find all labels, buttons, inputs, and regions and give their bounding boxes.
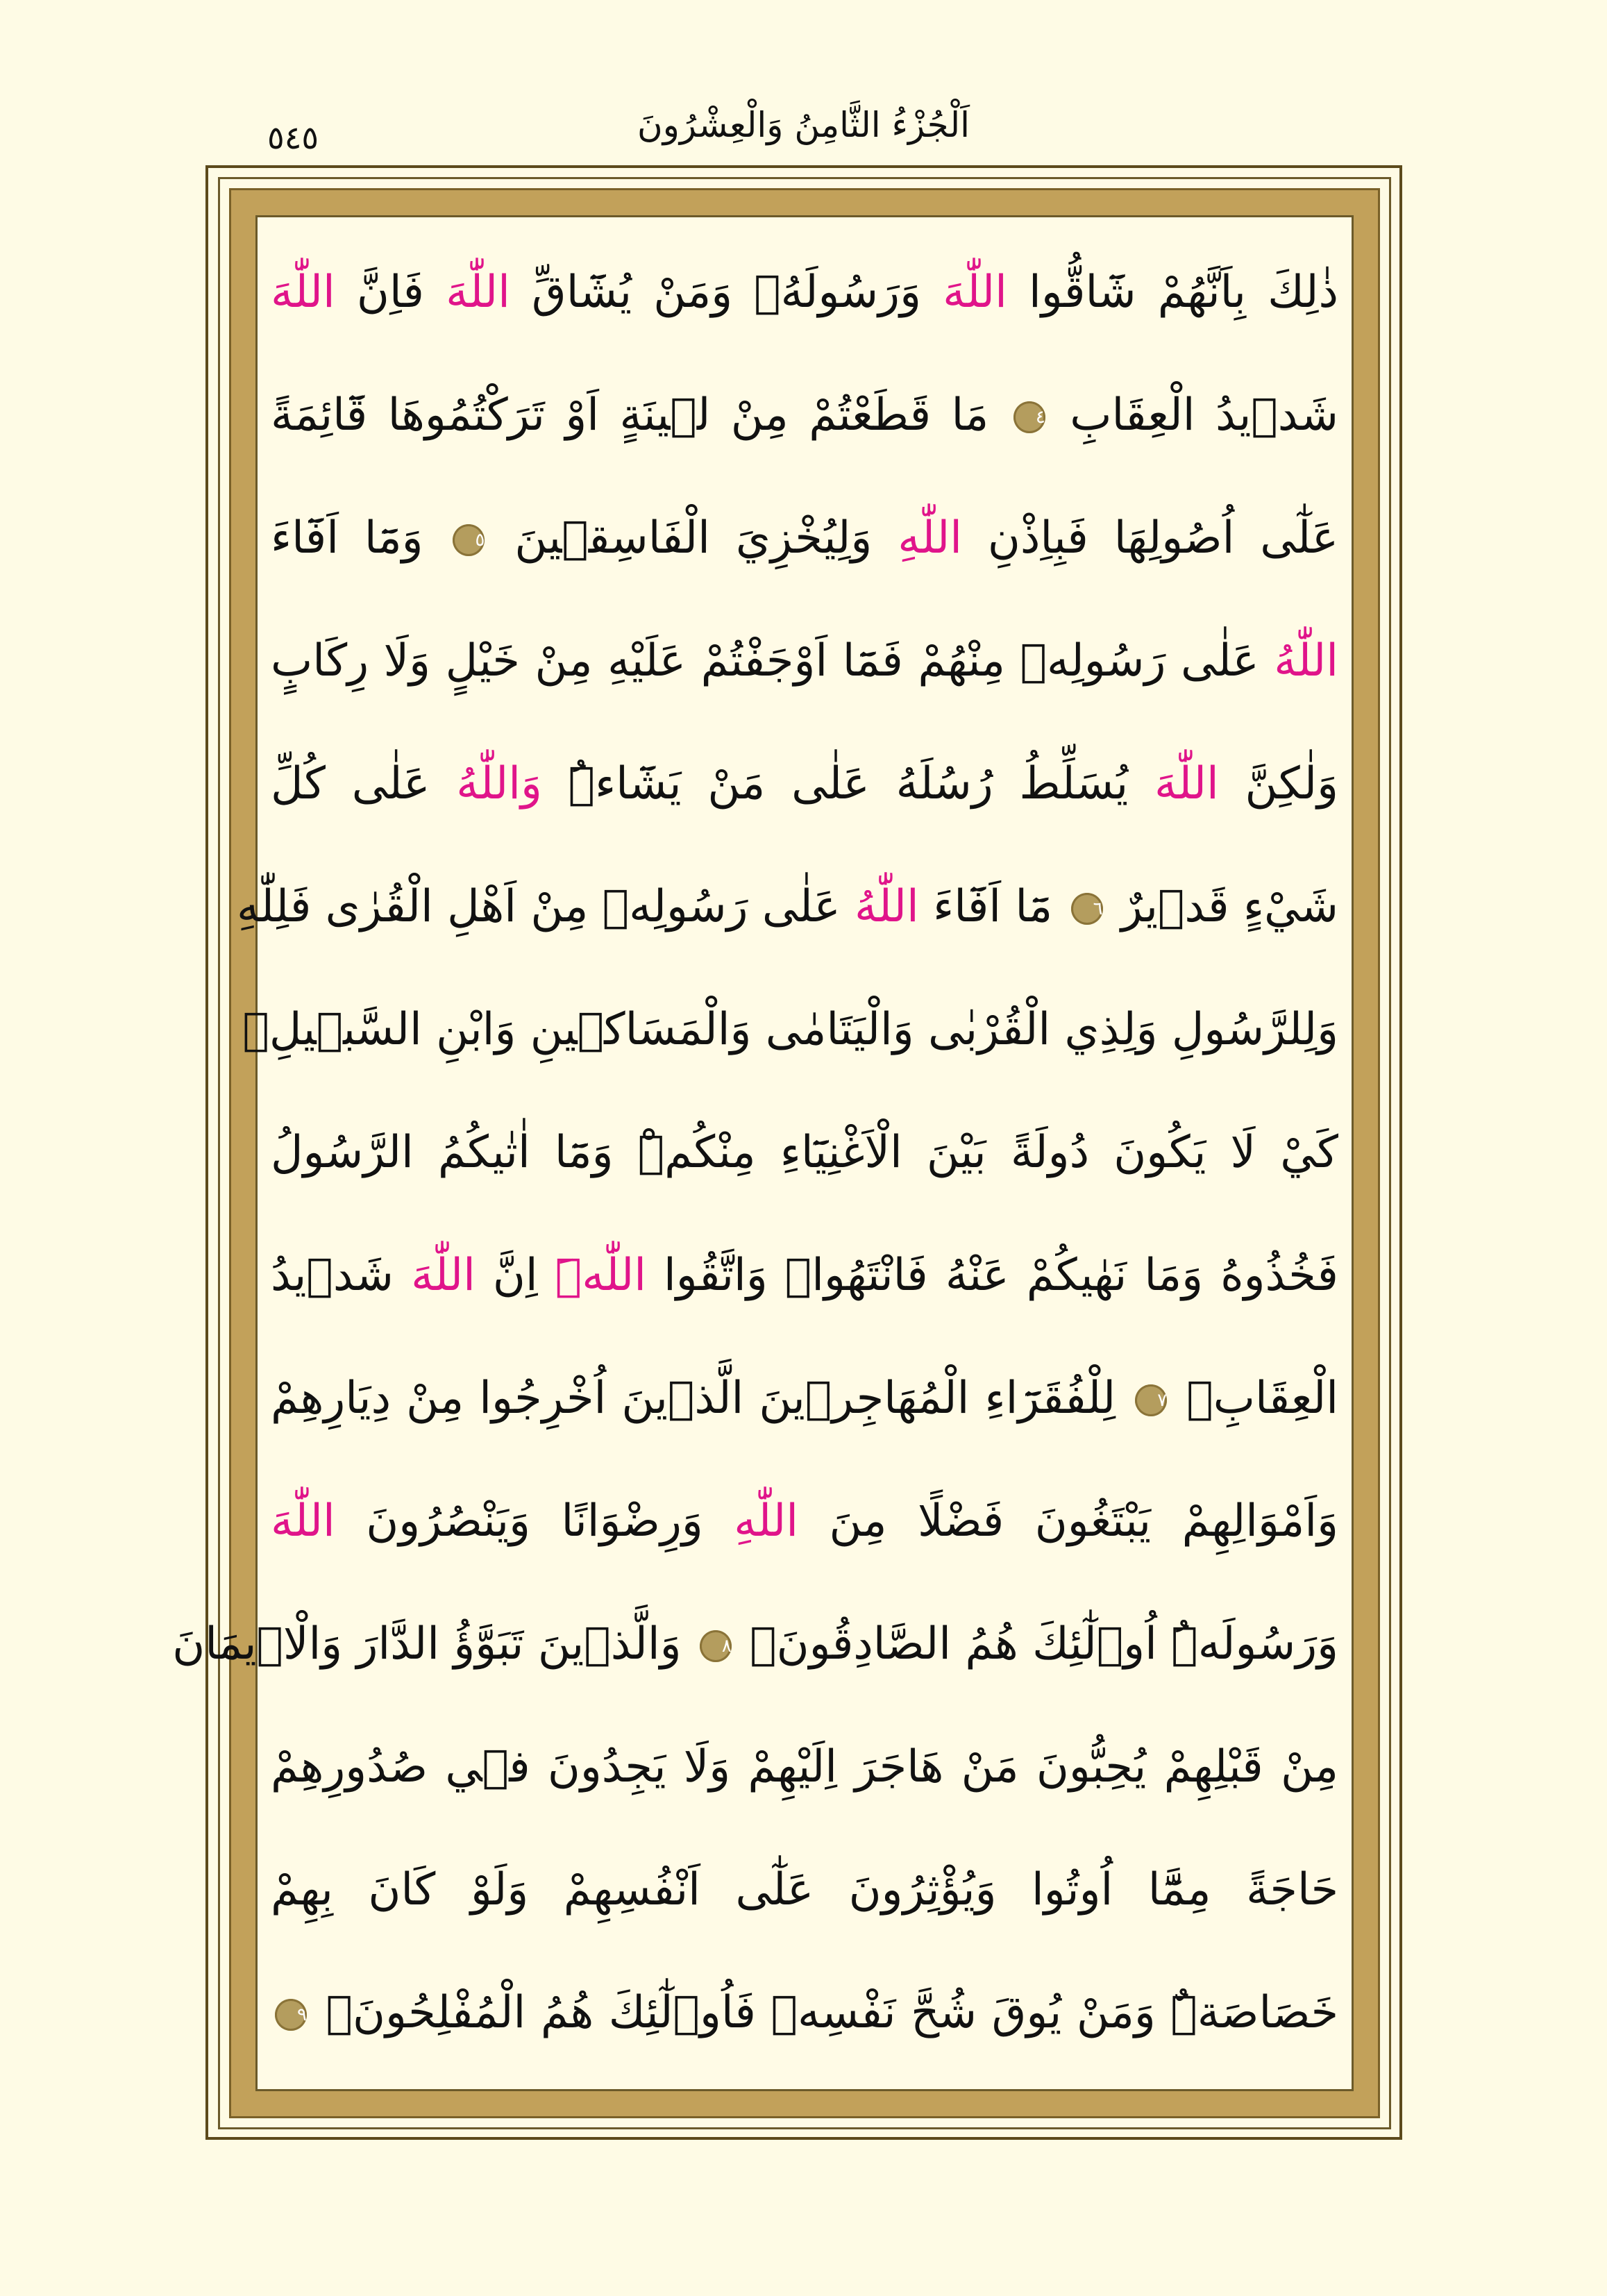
ayah-marker: ٦ <box>1071 893 1103 925</box>
quran-line-14: حَاجَةً مِمَّٓا اُوتُوا وَيُؤْثِرُونَ عَلٰٓى اَنْفُسِهِمْ وَلَوْ كَانَ بِهِمْ <box>271 1864 1338 1916</box>
divine-name: اللّٰهَ <box>411 1250 476 1301</box>
divine-name: اللّٰهَ <box>1154 758 1219 810</box>
divine-name: اللّٰهَ <box>446 267 510 318</box>
quran-line-1: ذٰلِكَ بِاَنَّهُمْ شَٓاقُّوا اللّٰهَ وَرَسُولَهُۚ وَمَنْ يُشَٓاقِّ اللّٰهَ فَاِنَّ اللّٰهَ <box>271 267 1339 318</box>
quran-line-5: وَلٰكِنَّ اللّٰهَ يُسَلِّطُ رُسُلَهُ عَلٰى مَنْ يَشَٓاءُۜ وَاللّٰهُ عَلٰى كُلِّ <box>271 758 1339 810</box>
divine-name: اللّٰهُ <box>854 881 919 932</box>
quran-line-2: شَد۪يدُ الْعِقَابِ ٤ مَا قَطَعْتُمْ مِنْ ل۪ينَةٍ اَوْ تَرَكْتُمُوهَا قَٓائِمَةً <box>271 389 1339 441</box>
ayah-marker: ٨ <box>700 1630 732 1662</box>
divine-name: اللّٰهَ <box>943 267 1007 318</box>
quran-line-4: اللّٰهُ عَلٰى رَسُولِه۪ مِنْهُمْ فَمَٓا اَوْجَفْتُمْ عَلَيْهِ مِنْ خَيْلٍ وَلَا رِكَابٍ <box>271 635 1338 687</box>
divine-name: اللّٰهَ <box>271 267 335 318</box>
ayah-marker: ٩ <box>275 1999 307 2031</box>
quran-line-15: خَصَاصَةٌۜ وَمَنْ يُوقَ شُحَّ نَفْسِه۪ فَاُو۬لٰٓئِكَ هُمُ الْمُفْلِحُونَۚ ٩ <box>271 1961 1338 2065</box>
divine-name: اللّٰهُ <box>1274 635 1338 687</box>
quran-line-11: وَاَمْوَالِهِمْ يَبْتَغُونَ فَضْلًا مِنَ اللّٰهِ وَرِضْوَانًا وَيَنْصُرُونَ اللّٰهَ <box>271 1495 1339 1547</box>
quran-line-13: مِنْ قَبْلِهِمْ يُحِبُّونَ مَنْ هَاجَرَ اِلَيْهِمْ وَلَا يَجِدُونَ ف۪ي صُدُورِهِمْ <box>271 1741 1338 1793</box>
divine-name: اللّٰهَ <box>555 1250 646 1301</box>
quran-line-7: وَلِلرَّسُولِ وَلِذِي الْقُرْبٰى وَالْيَتَامٰى وَالْمَسَاك۪ينِ وَابْنِ السَّب۪يلِۙ <box>242 1004 1338 1055</box>
divine-name: اللّٰهِ <box>898 512 962 564</box>
ayah-marker: ٧ <box>1135 1384 1167 1416</box>
quran-line-9: فَخُذُوهُ وَمَا نَهٰيكُمْ عَنْهُ فَانْتَهُواۚ وَاتَّقُوا اللّٰهَۜ اِنَّ اللّٰهَ شَد۪يدُ <box>271 1250 1339 1301</box>
quran-line-6: شَيْءٍ قَد۪يرٌ ٦ مَٓا اَفَٓاءَ اللّٰهُ عَلٰى رَسُولِه۪ مِنْ اَهْلِ الْقُرٰى فَلِلّٰهِ <box>237 881 1338 932</box>
juz-title: اَلْجُزْءُ الثَّامِنُ وَالْعِشْرُونَ <box>637 105 970 145</box>
divine-name: اللّٰهِ <box>734 1495 799 1547</box>
quran-line-8: كَيْ لَا يَكُونَ دُولَةً بَيْنَ الْاَغْنِيَٓاءِ مِنْكُمْۜ وَمَٓا اٰتٰيكُمُ الرَّسُولُ <box>271 1127 1338 1178</box>
quran-line-12: وَرَسُولَهُۜ اُو۬لٰٓئِكَ هُمُ الصَّادِقُونَۚ ٨ وَالَّذ۪ينَ تَبَوَّؤُ الدَّارَ وَالْا۪يمَانَ <box>172 1618 1338 1670</box>
ayah-marker: ٥ <box>453 524 485 556</box>
quran-line-3: عَلٰٓى اُصُولِهَا فَبِاِذْنِ اللّٰهِ وَلِيُخْزِيَ الْفَاسِق۪ينَ ٥ وَمَٓا اَفَٓاءَ <box>271 512 1339 564</box>
divine-name: وَاللّٰهُ <box>456 758 542 810</box>
quran-line-10: الْعِقَابِۢ ٧ لِلْفُقَرَٓاءِ الْمُهَاجِر۪ينَ الَّذ۪ينَ اُخْرِجُوا مِنْ دِيَارِهِمْ <box>271 1373 1338 1424</box>
ayah-marker: ٤ <box>1013 401 1045 433</box>
divine-name: اللّٰهَ <box>271 1495 335 1547</box>
page-number: ٥٤٥ <box>267 119 319 156</box>
